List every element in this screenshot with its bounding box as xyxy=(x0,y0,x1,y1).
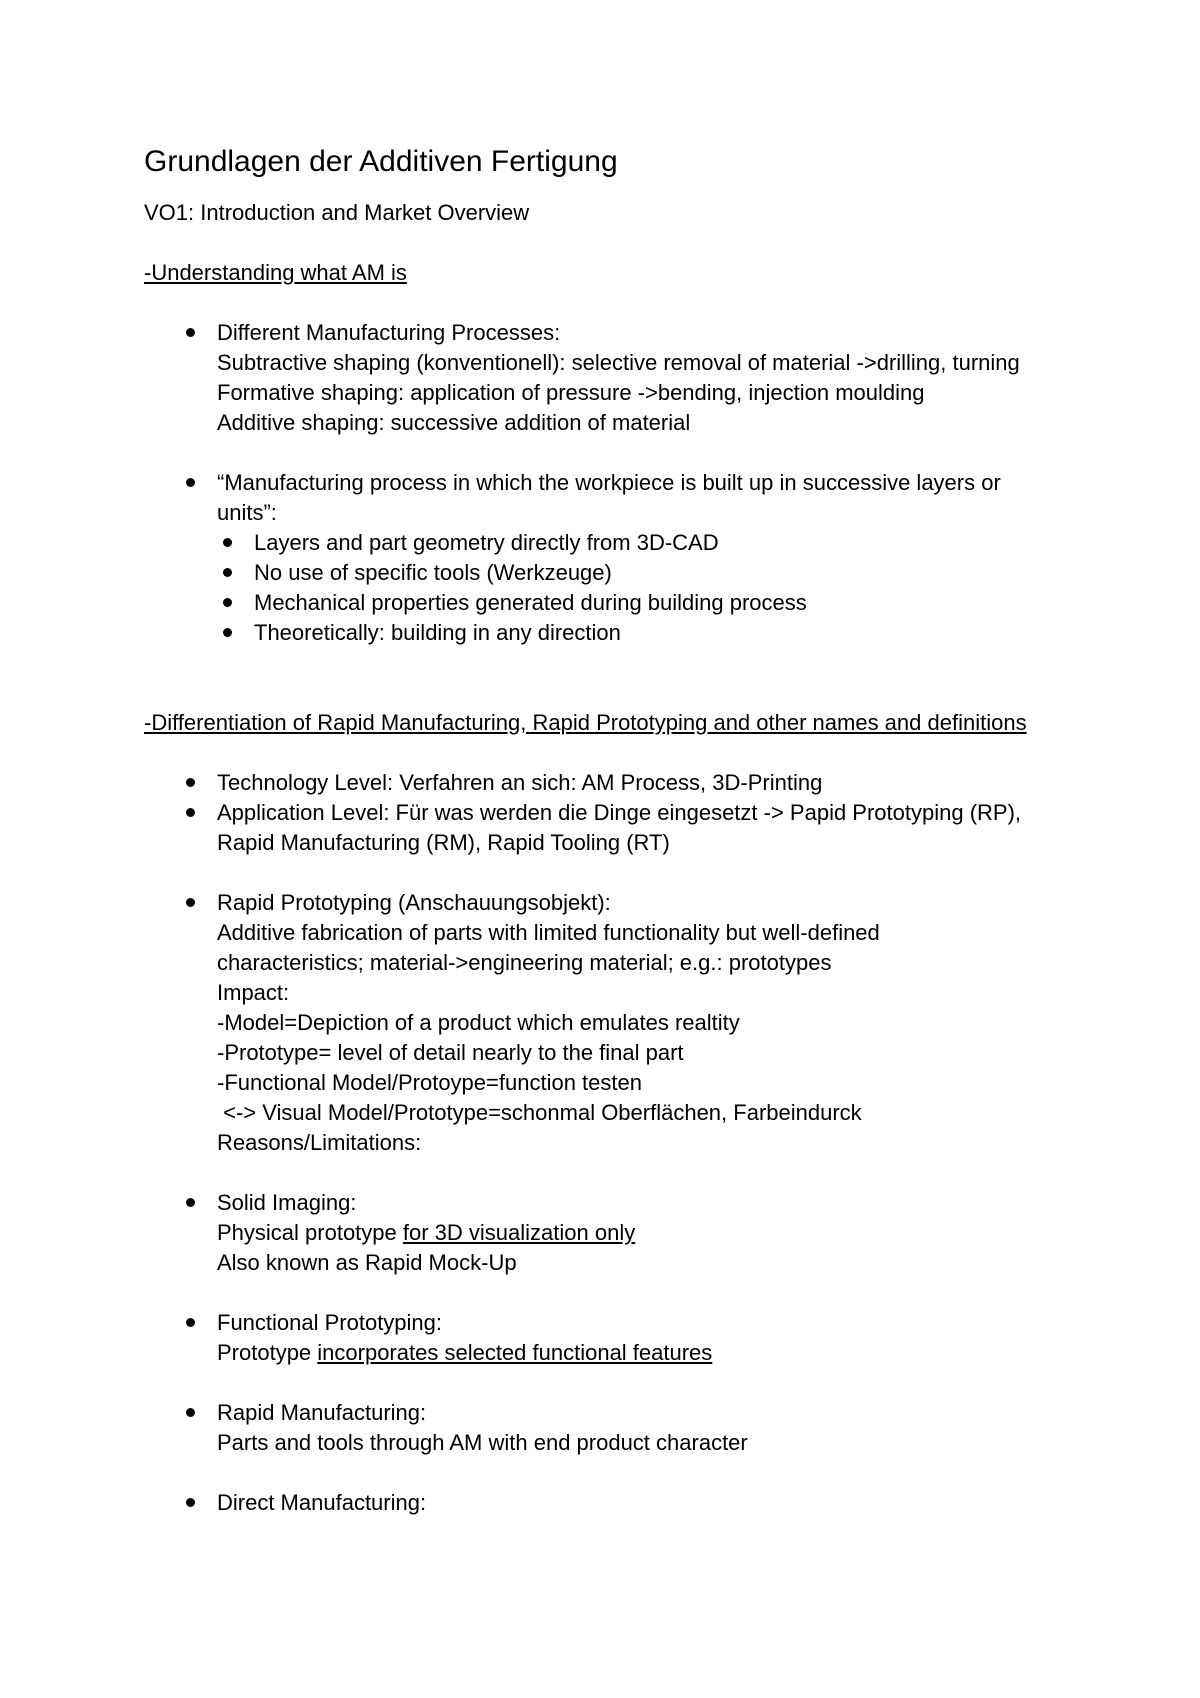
bullet-line: Parts and tools through AM with end product character xyxy=(217,1430,748,1455)
bullet-line: Application Level: Für was werden die Dinge eingesetzt -> Papid Prototyping (RP), xyxy=(217,800,1022,825)
bullet-line: Subtractive shaping (konventionell): selective removal of material ->drilling, turning xyxy=(217,350,1020,375)
bullet-am-definition xyxy=(144,468,1064,648)
underlined-text: for 3D visualization only xyxy=(402,1220,636,1245)
lecture-subtitle: VO1: Introduction and Market Overview xyxy=(144,200,530,225)
bullet-head: Direct Manufacturing: xyxy=(217,1490,427,1515)
bullet-head: Different Manufacturing Processes: xyxy=(217,320,561,345)
sub-bullet: Layers and part geometry directly from 3D-CAD xyxy=(217,528,1064,558)
bullet-line xyxy=(217,1218,1064,1248)
bullet-line: Additive fabrication of parts with limited functionality but well-defined xyxy=(217,920,880,945)
bullet-head: “Manufacturing process in which the workpiece is built up in successive layers or xyxy=(217,470,1001,495)
bullet-line: Also known as Rapid Mock-Up xyxy=(217,1250,517,1275)
bullet-line: Formative shaping: application of pressure ->bending, injection moulding xyxy=(217,380,925,405)
bullet-technology-level xyxy=(144,768,1064,798)
bullet-head: Functional Prototyping: xyxy=(217,1310,443,1335)
section-heading-differentiation: -Differentiation of Rapid Manufacturing, Rapid Prototyping and other names and definitions xyxy=(144,710,1027,735)
bullet-line: Rapid Manufacturing (RM), Rapid Tooling (RT) xyxy=(217,830,670,855)
bullet-direct-manufacturing xyxy=(144,1488,1064,1518)
bullet-line: Additive shaping: successive addition of material xyxy=(217,410,691,435)
bullet-list-understanding xyxy=(144,318,1064,648)
bullet-head: units”: xyxy=(217,500,277,525)
bullet-manufacturing-processes xyxy=(144,318,1064,438)
bullet-line: Impact: xyxy=(217,980,290,1005)
bullet-line: -Model=Depiction of a product which emulates realtity xyxy=(217,1010,740,1035)
bullet-solid-imaging xyxy=(144,1188,1064,1278)
sub-bullet: Theoretically: building in any direction xyxy=(217,618,1064,648)
document-title: Grundlagen der Additiven Fertigung xyxy=(144,145,618,178)
sub-bullet: Mechanical properties generated during building process xyxy=(217,588,1064,618)
bullet-line: -Prototype= level of detail nearly to the final part xyxy=(217,1040,684,1065)
text-run: Physical prototype xyxy=(217,1220,403,1245)
sub-bullet-list xyxy=(217,528,1064,648)
bullet-functional-prototyping xyxy=(144,1308,1064,1368)
bullet-rapid-prototyping xyxy=(144,888,1064,1158)
underlined-text: incorporates selected functional features xyxy=(317,1340,713,1365)
bullet-line: <-> Visual Model/Prototype=schonmal Oberflächen, Farbeindurck xyxy=(217,1100,862,1125)
bullet-line: Reasons/Limitations: xyxy=(217,1130,422,1155)
bullet-rapid-manufacturing xyxy=(144,1398,1064,1458)
sub-bullet: No use of specific tools (Werkzeuge) xyxy=(217,558,1064,588)
bullet-application-level xyxy=(144,798,1064,858)
bullet-list-differentiation xyxy=(144,768,1064,1518)
section-heading-understanding: -Understanding what AM is xyxy=(144,260,407,285)
bullet-head: Rapid Prototyping (Anschauungsobjekt): xyxy=(217,890,611,915)
bullet-head: Solid Imaging: xyxy=(217,1190,357,1215)
bullet-head: Rapid Manufacturing: xyxy=(217,1400,427,1425)
bullet-line: Technology Level: Verfahren an sich: AM Process, 3D-Printing xyxy=(217,770,823,795)
bullet-line xyxy=(217,1338,1064,1368)
bullet-line: -Functional Model/Protoype=function testen xyxy=(217,1070,642,1095)
bullet-line: characteristics; material->engineering material; e.g.: prototypes xyxy=(217,950,832,975)
spacer xyxy=(144,648,1064,708)
document-body xyxy=(144,140,1064,1518)
text-run: Prototype xyxy=(217,1340,318,1365)
